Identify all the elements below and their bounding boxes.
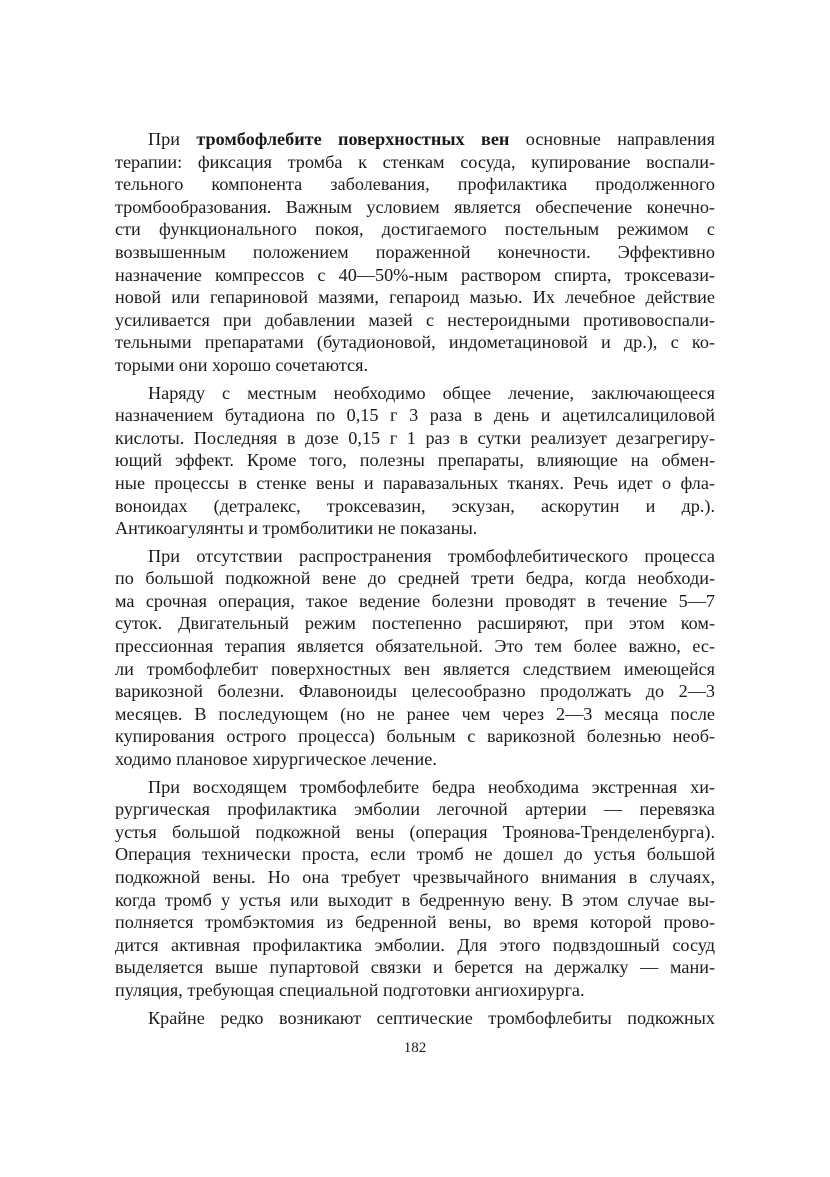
text-line: месяцев. В последующем (но не ранее чем через 2—3 месяца после bbox=[115, 703, 715, 724]
page-number: 182 bbox=[403, 1040, 427, 1056]
text-line: рургическая профилактика эмболии легочной артерии — перевязка bbox=[115, 799, 715, 820]
bold-term: тромбофлебите поверхностных вен bbox=[196, 129, 510, 149]
text-line: ходимо плановое хирургическое лечение. bbox=[115, 749, 437, 770]
text-line: полняется тромбэктомия из бедренной вены, во время которой прово- bbox=[115, 912, 715, 933]
text-line: пуляция, требующая специальной подготовки ангиохирурга. bbox=[115, 979, 585, 1000]
text-line: назначением бутадиона по 0,15 г 3 раза в день и ацетилсалициловой bbox=[115, 405, 715, 426]
text-line: торыми они хорошо сочетаются. bbox=[115, 354, 368, 375]
text-line: тромбообразования. Важным условием является обеспечение конечно- bbox=[115, 196, 715, 217]
text-line bbox=[115, 128, 715, 151]
text-line: варикозной болезни. Флавоноиды целесообразно продолжать до 2—3 bbox=[115, 681, 715, 702]
paragraph bbox=[115, 545, 715, 771]
text-line: по большой подкожной вене до средней трети бедра, когда необходи- bbox=[115, 568, 715, 589]
text-line: ли тромбофлебит поверхностных вен является следствием имеющейся bbox=[115, 658, 715, 679]
paragraph bbox=[115, 1007, 715, 1030]
text-line: Наряду с местным необходимо общее лечение, заключающееся bbox=[148, 382, 715, 403]
document-body bbox=[115, 128, 715, 1029]
text-line: ма срочная операция, такое ведение болезни проводят в течение 5—7 bbox=[115, 590, 715, 611]
paragraph bbox=[115, 382, 715, 540]
text-line: ющий эффект. Кроме того, полезны препараты, влияющие на обмен- bbox=[115, 450, 715, 471]
text-line: терапии: фиксация тромба к стенкам сосуда, купирование воспали- bbox=[115, 151, 715, 172]
text-line: воноидах (детралекс, троксевазин, эскузан, аскорутин и др.). bbox=[115, 495, 715, 516]
text-run: основные направления bbox=[509, 129, 715, 149]
text-run: При bbox=[148, 129, 197, 149]
paragraph bbox=[115, 128, 715, 377]
text-line: назначение компрессов с 40—50%-ным раствором спирта, троксевази- bbox=[115, 264, 715, 285]
text-line: дится активная профилактика эмболии. Для этого подвздошный сосуд bbox=[115, 934, 715, 955]
text-line: прессионная терапия является обязательной. Это тем более важно, ес- bbox=[115, 636, 715, 657]
text-line: При отсутствии распространения тромбофлебитического процесса bbox=[148, 545, 715, 566]
text-line: устья большой подкожной вены (операция Троянова-Тренделенбурга). bbox=[115, 821, 715, 842]
text-line: Антикоагулянты и тромболитики не показаны. bbox=[115, 518, 478, 539]
text-line: новой или гепариновой мазями, гепароид мазью. Их лечебное действие bbox=[115, 287, 715, 308]
text-line: тельного компонента заболевания, профилактика продолженного bbox=[115, 174, 715, 195]
text-line: выделяется выше пупартовой связки и берется на держалку — мани- bbox=[115, 957, 715, 978]
text-line: усиливается при добавлении мазей с нестероидными противовоспали- bbox=[115, 309, 715, 330]
paragraph bbox=[115, 776, 715, 1002]
text-line: сти функционального покоя, достигаемого постельным режимом с bbox=[115, 219, 715, 240]
text-line: При восходящем тромбофлебите бедра необходима экстренная хи- bbox=[148, 776, 715, 797]
text-line: когда тромб у устья или выходит в бедренную вену. В этом случае вы- bbox=[115, 889, 715, 910]
text-line: кислоты. Последняя в дозе 0,15 г 1 раз в сутки реализует дезагрегиру- bbox=[115, 427, 715, 448]
text-line: тельными препаратами (бутадионовой, индометациновой и др.), с ко- bbox=[115, 332, 715, 353]
text-line: ные процессы в стенке вены и паравазальных тканях. Речь идет о фла- bbox=[115, 472, 715, 493]
text-line: Крайне редко возникают септические тромбофлебиты подкожных bbox=[148, 1007, 715, 1028]
text-line: Операция технически проста, если тромб не дошел до устья большой bbox=[115, 844, 715, 865]
text-line: возвышенным положением пораженной конечности. Эффективно bbox=[115, 241, 715, 262]
text-line: суток. Двигательный режим постепенно расширяют, при этом ком- bbox=[115, 613, 715, 634]
text-line: купирования острого процесса) больным с варикозной болезнью необ- bbox=[115, 726, 715, 747]
text-line: подкожной вены. Но она требует чрезвычайного внимания в случаях, bbox=[115, 867, 715, 887]
